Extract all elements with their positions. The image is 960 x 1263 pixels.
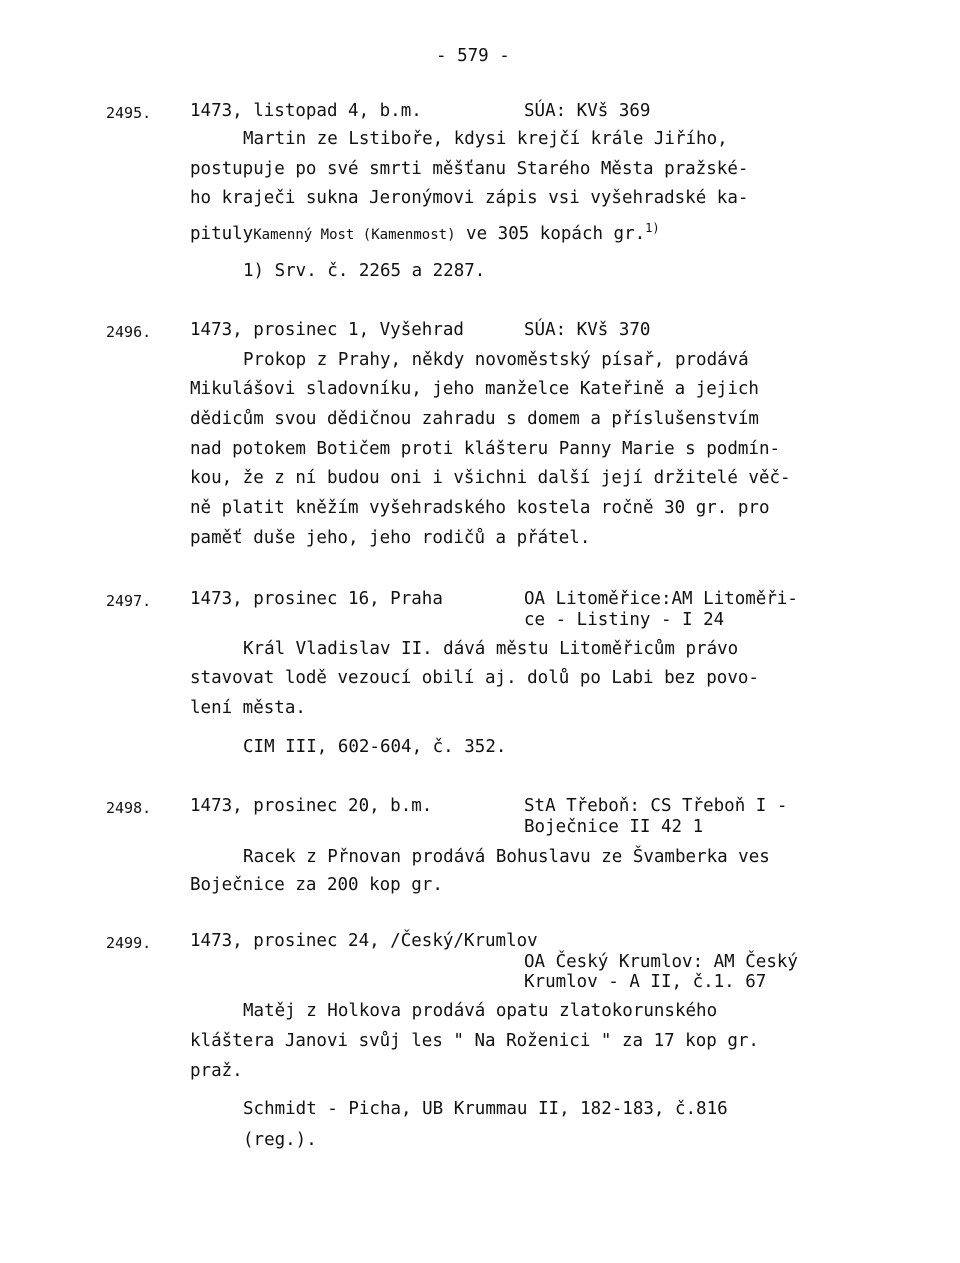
entry-text-line: Král Vladislav II. dává městu Litoměřicům právo	[243, 639, 739, 659]
entry-reference: (reg.).	[243, 1130, 317, 1150]
entry-number: 2498.	[106, 799, 152, 817]
entry-text-line: Racek z Přnovan prodává Bohuslavu ze Švamberka ves	[243, 847, 770, 867]
entry-source: OA Litoměřice:AM Litoměři-	[524, 589, 798, 609]
entry-source: StA Třeboň: CS Třeboň I -	[524, 796, 788, 816]
entry-text-line: kláštera Janovi svůj les " Na Roženici " za 17 kop gr.	[190, 1031, 759, 1051]
entry-source: Krumlov - A II, č.1. 67	[524, 972, 767, 992]
page-number: - 579 -	[436, 46, 510, 66]
entry-reference: CIM III, 602-604, č. 352.	[243, 737, 507, 757]
entry-number: 2497.	[106, 592, 152, 610]
entry-text-line: Mikulášovi sladovníku, jeho manželce Kateřině a jejich	[190, 379, 759, 399]
entry-text-line: lení města.	[190, 698, 306, 718]
text-fragment-small: Kamenný Most (Kamenmost)	[253, 227, 456, 243]
entry-text-line: Martin ze Lstiboře, kdysi krejčí krále Jiřího,	[243, 129, 728, 149]
entry-text-line: paměť duše jeho, jeho rodičů a přátel.	[190, 528, 591, 548]
entry-number: 2496.	[106, 323, 152, 341]
entry-date-place: 1473, prosinec 16, Praha	[190, 589, 443, 609]
entry-source: OA Český Krumlov: AM Český	[524, 952, 798, 972]
entry-date-place: 1473, prosinec 1, Vyšehrad	[190, 320, 464, 340]
entry-text-line	[190, 222, 660, 247]
footnote: 1) Srv. č. 2265 a 2287.	[243, 261, 486, 281]
entry-text-line: postupuje po své smrti měšťanu Starého Města pražské-	[190, 159, 749, 179]
entry-source: Boječnice II 42 1	[524, 817, 704, 837]
entry-number: 2499.	[106, 934, 152, 952]
entry-reference: Schmidt - Picha, UB Krummau II, 182-183, č.816	[243, 1099, 728, 1119]
entry-date-place: 1473, prosinec 24, /Český/Krumlov	[190, 931, 538, 951]
entry-text-line: nad potokem Botičem proti klášteru Panny Marie s podmín-	[190, 439, 781, 459]
entry-text-line: Boječnice za 200 kop gr.	[190, 875, 443, 895]
footnote-mark: 1)	[645, 221, 660, 236]
entry-date-place: 1473, prosinec 20, b.m.	[190, 796, 433, 816]
entry-date-place: 1473, listopad 4, b.m.	[190, 101, 422, 121]
entry-text-line: stavovat lodě vezoucí obilí aj. dolů po Labi bez povo-	[190, 668, 759, 688]
entry-text-line: kou, že z ní budou oni i všichni další její držitelé věč-	[190, 468, 791, 488]
entry-text-line: Matěj z Holkova prodává opatu zlatokorunského	[243, 1001, 718, 1021]
text-fragment: pituly	[190, 224, 254, 244]
entry-source: SÚA: KVš 370	[524, 320, 651, 340]
entry-text-line: praž.	[190, 1061, 243, 1081]
entry-source: ce - Listiny - I 24	[524, 610, 725, 630]
entry-text-line: ho kraječi sukna Jeronýmovi zápis vsi vyšehradské ka-	[190, 188, 749, 208]
entry-number: 2495.	[106, 104, 152, 122]
entry-text-line: Prokop z Prahy, někdy novoměstský písař, prodává	[243, 350, 749, 370]
text-fragment: ve 305 kopách gr.	[455, 224, 646, 244]
entry-text-line: ně platit kněžím vyšehradského kostela ročně 30 gr. pro	[190, 498, 770, 518]
entry-text-line: dědicům svou dědičnou zahradu s domem a příslušenstvím	[190, 409, 759, 429]
entry-source: SÚA: KVš 369	[524, 101, 651, 121]
